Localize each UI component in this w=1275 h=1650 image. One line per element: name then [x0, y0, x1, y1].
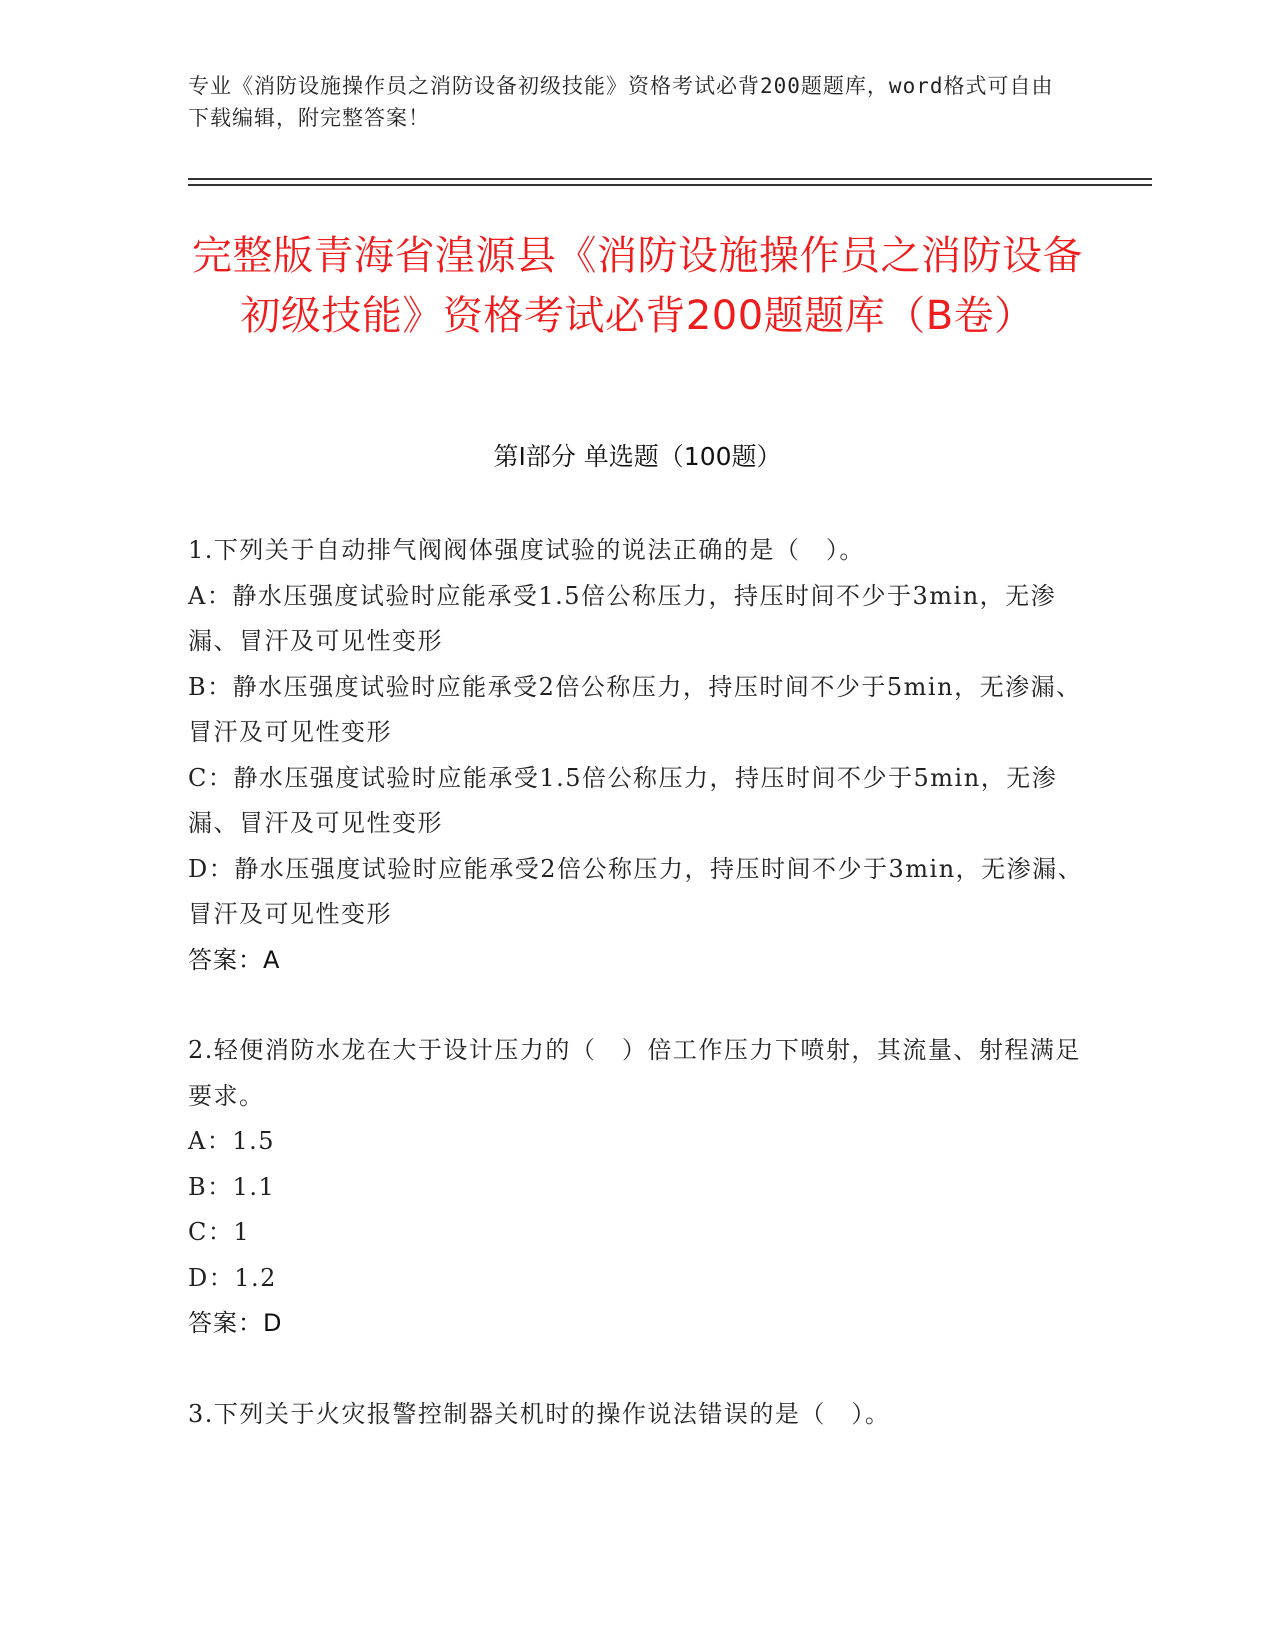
question-text: 2.轻便消防水龙在大于设计压力的（ ）倍工作压力下喷射，其流量、射程满足要求。: [188, 1036, 1081, 1110]
document-title: 完整版青海省湟源县《消防设施操作员之消防设备初级技能》资格考试必背200题题库（B卷）: [192, 233, 1083, 339]
option-c: C：1: [188, 1218, 251, 1246]
answer: 答案：A: [188, 945, 281, 974]
option-d: D：静水压强度试验时应能承受2倍公称压力，持压时间不少于3min，无渗漏、冒汗及可见性变形: [188, 854, 1084, 928]
header-rule-top: [188, 178, 1152, 180]
option-c: C：静水压强度试验时应能承受1.5倍公称压力，持压时间不少于5min，无渗漏、冒汗及可见性变形: [188, 763, 1058, 837]
question-1: [188, 528, 1088, 983]
option-a: A：静水压强度试验时应能承受1.5倍公称压力，持压时间不少于3min，无渗漏、冒汗及可见性变形: [188, 581, 1057, 655]
question-2: [188, 1028, 1088, 1347]
header-rule-bottom: [188, 184, 1152, 186]
option-b: B：静水压强度试验时应能承受2倍公称压力，持压时间不少于5min，无渗漏、冒汗及可见性变形: [188, 672, 1082, 746]
option-d: D：1.2: [188, 1263, 277, 1292]
answer: 答案：D: [188, 1309, 283, 1337]
header-note: 专业《消防设施操作员之消防设备初级技能》资格考试必背200题题库，word格式可自由下载编辑，附完整答案！: [188, 74, 1054, 130]
question-text: 1.下列关于自动排气阀阀体强度试验的说法正确的是（ ）。: [188, 536, 865, 564]
question-list: [188, 528, 1088, 1437]
option-b: B：1.1: [188, 1172, 276, 1201]
section-title: 第Ⅰ部分 单选题（100题）: [493, 442, 782, 471]
question-text: 3.下列关于火灾报警控制器关机时的操作说法错误的是（ ）。: [188, 1399, 891, 1428]
question-3: [188, 1392, 1088, 1438]
option-a: A：1.5: [188, 1127, 275, 1155]
